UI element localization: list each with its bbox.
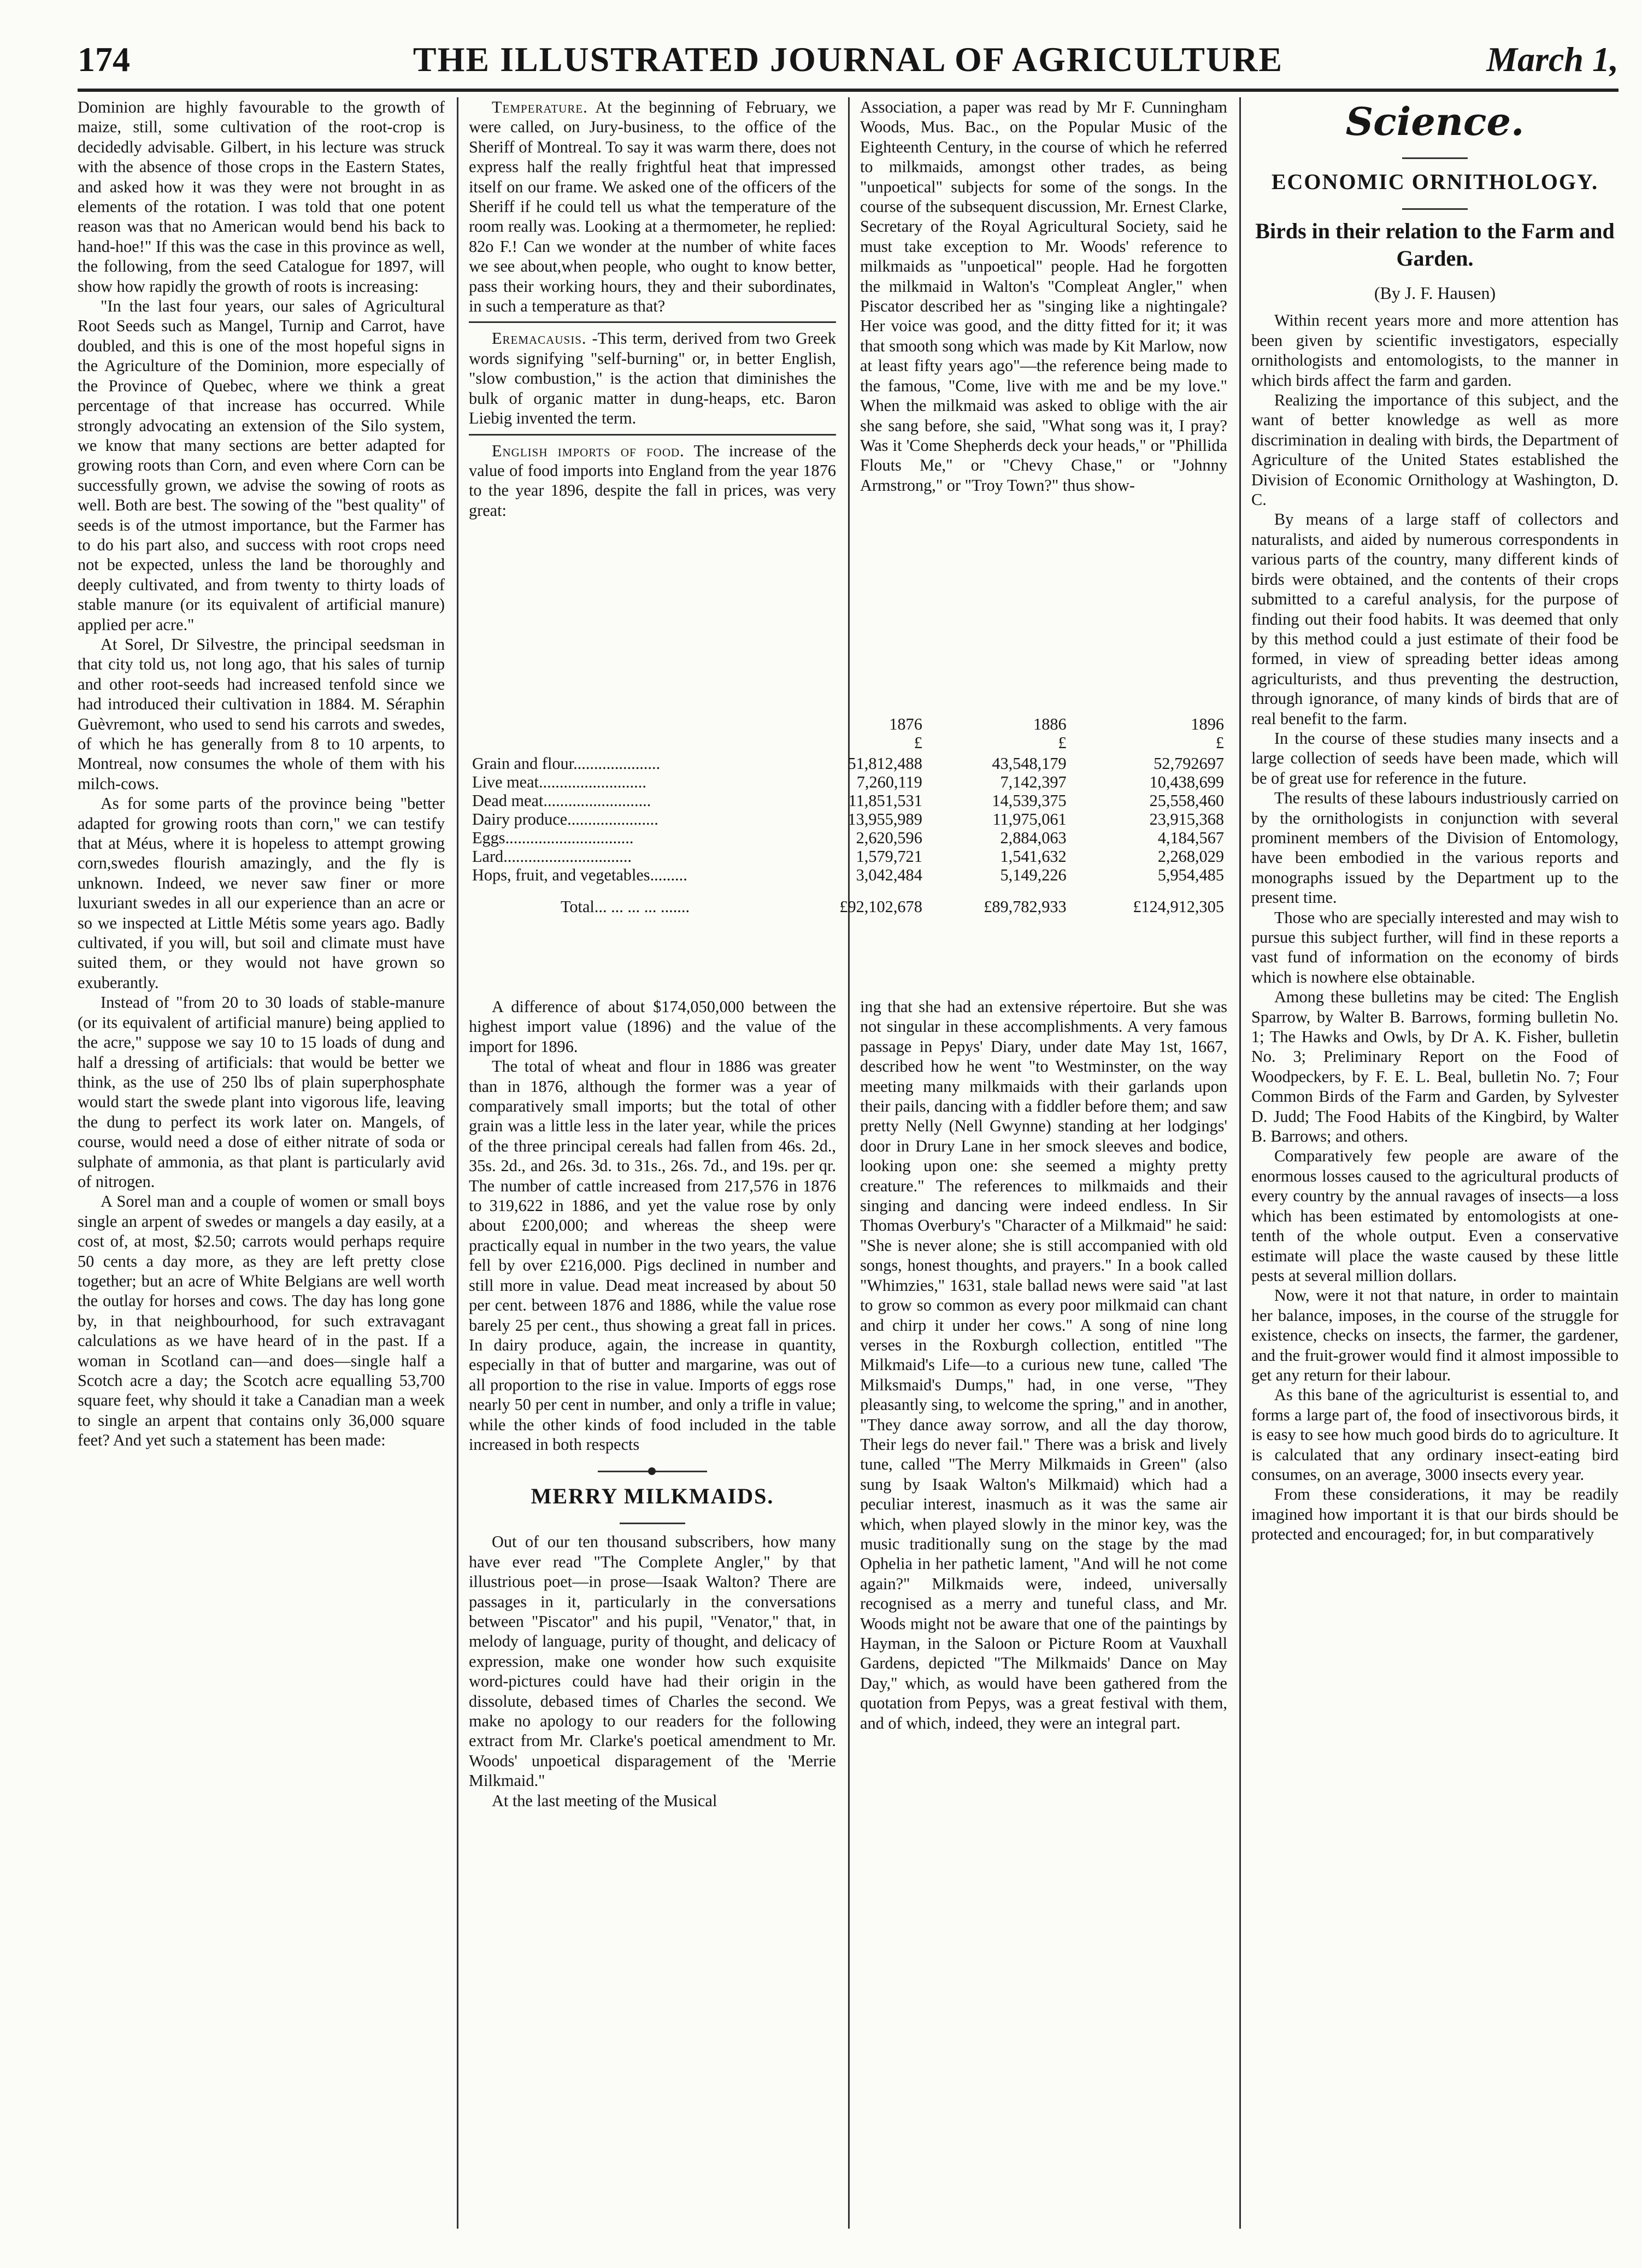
divider xyxy=(469,321,836,323)
divider xyxy=(1402,208,1468,210)
paragraph: At Sorel, Dr Silvestre, the principal seedsman in that city told us, not long ago, that his sales of turnip and other root-seeds had increased tenfold since we had introduced their cultivation in 1884. M. Séraphin Guèvremont, who used to send his carrots and swedes, of which he has generally from 8 to 10 arpents, to Montreal, now consumes the whole of them with his milch-cows. xyxy=(78,634,445,793)
milkmaids-title: MERRY MILKMAIDS. xyxy=(531,1484,774,1509)
paragraph: Association, a paper was read by Mr F. Cunningham Woods, Mus. Bac., on the Popular Music of the Eighteenth Century, in the course of which he referred to milkmaids, amongst other trades, as being "unpoetical" subjects for some of the songs. In the course of the subsequent discussion, Mr. Ernest Clarke, Secretary of the Royal Agricultural Society, said he must take exception to Mr. Woods' reference to milkmaids as "unpoetical" people. Had he forgotten the milkmaid in Walton's "Compleat Angler," when Piscator described her as "singing like a nightingale? Her voice was good, and the ditty fitted for it; it was that smooth song which was made by Kit Marlow, now at least fifty years ago"—the reference being made to the famous, "Come, live with me and be my love." When the milkmaid was asked to oblige with the air she sang before, she said, "What song was it, I pray? Was it 'Come Shepherds deck your heads," or "Phillida Flouts Me," or "Chevy Chase," or "Johnny Armstrong," or "Troy Town?" thus show- xyxy=(860,98,1227,495)
unit-label: £ xyxy=(1058,733,1067,752)
paragraph: From these considerations, it may be readily imagined how important it is that our birds should be protected and encouraged; for, in but comparatively xyxy=(1251,1485,1619,1544)
paragraph: Realizing the importance of this subject, and the want of better knowledge as well as more discrimination in dealing with birds, the Department of Agriculture of the United States established the Division of Economic Ornithology at Washington, D. C. xyxy=(1251,391,1619,509)
paragraph: By means of a large staff of collectors and naturalists, and aided by numerous correspondents in various parts of the country, many different kinds of birds were obtained, and the contents of their crops submitted to a careful analysis, for the purpose of finding out their food habits. It was deemed that only by this method could a just estimate of their food be formed, in view of spreading better ideas among agriculturists, and thus preventing the destruction, through ignorance, of many kinds of birds that are of real benefit to the farm. xyxy=(1251,510,1619,728)
section-title: Science. xyxy=(1345,99,1525,144)
paragraph: ing that she had an extensive répertoire. But she was not singular in these accomplishments. A very famous passage in Pepys' Diary, under date May 1st, 1667, described how he went "to Westminster, on the way meeting many milkmaids with their garlands upon their pails, dancing with a fiddler before them; and saw pretty Nelly (Nell Gwynne) standing at her lodgings' door in Drury Lane in her smock sleeves and bodice, looking upon one: she seemed a mighty pretty creature." The references to milkmaids and their singing and dancing were indeed endless. In Sir Thomas Overbury's "Character of a Milkmaid" he said: "She is never alone; she is still accompanied with old songs, honest thoughts, and prayers." In a book called "Whimzies," 1631, stale ballad news were said "at last to grow so common as every poor milkmaid can chant and chirp it under her cows." A song of nine long verses in the Roxburgh collection, entitled "The Milkmaid's Life—to a curious new tune, called 'The Milksmaid's Dumps," had, in one verse, "They pleasantly sing, to welcome the spring," and in another, "They dance away sorrow, and all the day thorow, Their legs do never fail." There was a brisk and lively tune, called "The Merry Milkmaids in Green" (also sung by Isaak Walton's Milkmaid) which had a peculiar interest, inasmuch as it was the same air which, when played slowly in the minor key, was the music traditionally sung on the stage by the mad Ophelia in her pathetic lament, "And will he not come again?" Milkmaids were, indeed, universally recognised as a merry and tuneful class, and Mr. Woods might not be aware that one of the paintings by Hayman, in the Saloon or Picture Room at Vauxhall Gardens, depicted "The Milkmaids' Dance on May Day," which, as would have been gathered from the quotation from Pepys, was a great festival with them, and of which, indeed, they were an integral part. xyxy=(860,997,1227,1732)
paragraph: The total of wheat and flour in 1886 was greater than in 1876, although the former was a year of comparatively small imports; but the total of other grain was a little less in the later year, while the prices of the three principal cereals had fallen from 46s. 2d., 35s. 2d., and 26s. 3d. to 31s., 26s. 7d., and 19s. per qr. The number of cattle increased from 217,576 in 1876 to 319,622 in 1886, and yet the value rose by only about £200,000; and whereas the sheep were practically equal in number in the two years, the value fell by over £216,000. Pigs declined in number and still more in value. Dead meat increased by about 50 per cent. between 1876 and 1886, while the value rose barely 25 per cent., thus showing a great fall in prices. In dairy produce, again, the increase in quantity, especially in that of butter and margarine, was out of all proportion to the rise in value. Imports of eggs rose nearly 50 per cent in number, and only a trifle in value; while the other kinds of food included in the table increased in both respects xyxy=(469,1057,836,1454)
column-4 xyxy=(1251,97,1619,2229)
column-2-top xyxy=(469,97,836,712)
divider xyxy=(620,1523,685,1524)
year-header: 1886 xyxy=(1033,715,1067,733)
table-row: Grain and flour..................... 51,812,488 43,548,179 52,792697 xyxy=(472,754,1224,773)
imports-text: The increase of the value of food imports into England from the year 1876 to the year 1896, despite the fall in prices, was very great: xyxy=(469,441,836,520)
temperature-article xyxy=(469,97,836,316)
divider xyxy=(469,434,836,436)
column-rule xyxy=(848,97,850,2229)
unit-label: £ xyxy=(1215,733,1224,752)
paragraph: Now, were it not that nature, in order to maintain her balance, imposes, in the course of the struggle for existence, checks on insects, the farmer, the gardener, and the fruit-grower would find it almost impossible to get any return for their labour. xyxy=(1251,1286,1619,1384)
eremacausis-heading: Eremacausis. xyxy=(492,329,587,348)
table-row: Hops, fruit, and vegetables......... 3,042,484 5,149,226 5,954,485 xyxy=(472,866,1224,884)
eremacausis-text: -This term, derived from two Greek words signifying "self-burning" or, in better English, "slow combustion," is the action that diminishes the bulk of organic matter in dung-heaps, etc. Baron Liebig invented the term. xyxy=(469,329,836,428)
table-row: Lard............................... 1,579,721 1,541,632 2,268,029 xyxy=(472,847,1224,866)
paragraph: A Sorel man and a couple of women or small boys single an arpent of swedes or mangels a day easily, at a cost of, at most, $2.50; carrots would perhaps require 50 cents a day more, as they are left pretty close together; but an acre of White Belgians are well worth the outlay for horses and cows. The day has long gone by, in that neighbourhood, for such extravagant calculations as we have heard of in the past. If a woman in Scotland can—and does—single half a Scotch acre a day; the Scotch acre equalling 53,700 square feet, why should it take a Canadian man a week to single an arpent that contains only 36,000 square feet? And yet such a statement has been made: xyxy=(78,1192,445,1450)
page-header xyxy=(78,38,1619,92)
food-imports-table xyxy=(469,715,1227,916)
paragraph: The results of these labours industriously carried on by the ornithologists in conjunction with several prominent members of the Division of Entomology, have been embodied in the various reports and monographs issued by the Department up to the present time. xyxy=(1251,789,1619,907)
table-total-row: Total... ... ... ... ....... £92,102,678 £89,782,933 £124,912,305 xyxy=(560,897,1224,916)
column-2-bottom xyxy=(469,997,836,2229)
paragraph: Within recent years more and more attention has been given by scientific investigators, especially ornithologists and entomologists, to the manner in which birds affect the farm and garden. xyxy=(1251,311,1619,390)
column-rule xyxy=(457,97,458,2229)
paragraph: As for some parts of the province being "better adapted for growing roots than corn," we can testify that at Méus, where it is hopeless to attempt growing corn,swedes flourish amazingly, and the fly is unknown. Indeed, we never saw finer or more luxuriant swedes in all our experience than an acre or so we inspected at Little Métis some years ago. Badly cultivated, if you will, but soil and climate must have suited them, or they would not have grown so exuberantly. xyxy=(78,794,445,992)
paragraph: Among these bulletins may be cited: The English Sparrow, by Walter B. Barrows, forming bulletin No. 1; The Hawks and Owls, by Dr A. K. Fisher, bulletin No. 3; Preliminary Report on the Food of Woodpeckers, by F. E. L. Beal, bulletin No. 7; Four Common Birds of the Farm and Garden, by Sylvester D. Judd; The Food Habits of the Kingbird, by Walter B. Barrows; and others. xyxy=(1251,988,1619,1146)
paragraph: In the course of these studies many insects and a large collection of seeds have been made, which will be of great use for reference in the future. xyxy=(1251,728,1619,788)
issue-date: March 1, xyxy=(1486,40,1619,79)
ornament-divider xyxy=(598,1471,707,1472)
column-3-bottom xyxy=(860,997,1227,2229)
article-title: ECONOMIC ORNITHOLOGY. xyxy=(1271,169,1599,194)
paragraph: As this bane of the agriculturist is essential to, and forms a large part of, the food of insectivorous birds, it is easy to see how much good birds do to agriculture. It is calculated that any ordinary insect-eating bird consumes, on an average, 3000 insects every year. xyxy=(1251,1385,1619,1484)
paragraph: Instead of "from 20 to 30 loads of stable-manure (or its equivalent of artificial manure) being applied to the acre," suppose we say 10 to 15 loads of dung and half a dressing of artificials: that would be better we think, as the use of 250 lbs of plain superphosphate would start the swede plant into vigorous life, leaving the dung to perfect its work later on. Mangels, of course, would need a dose of either nitrate of soda or sulphate of ammonia, as that plant is particularly avid of nitrogen. xyxy=(78,993,445,1191)
divider xyxy=(1402,157,1468,159)
table-row: Dairy produce...................... 13,955,989 11,975,061 23,915,368 xyxy=(472,810,1224,829)
article-subtitle: Birds in their relation to the Farm and Garden. xyxy=(1255,219,1615,271)
paragraph: At the last meeting of the Musical xyxy=(492,1791,717,1810)
temperature-text: At the beginning of February, we were called, on Jury-business, to the office of the Sheriff of Montreal. To say it was warm there, does not express half the really frightful heat that impressed itself on our frame. We asked one of the officers of the Sheriff if he could tell us what the temperature of the room really was. Looking at a thermometer, he replied: 82o F.! Can we wonder at the number of white faces we see about,when people, who ought to know better, pass their working hours, they and their subordinates, in such a temperature as that? xyxy=(469,98,836,316)
column-rule xyxy=(1239,97,1241,2229)
unit-label: £ xyxy=(914,733,922,752)
page-number: 174 xyxy=(78,40,130,79)
year-header: 1896 xyxy=(1191,715,1224,733)
paragraph: Out of our ten thousand subscribers, how many have ever read "The Complete Angler," by that illustrious poet—in prose—Isaak Walton? There are passages in it, particularly in the conversations between "Piscator" and his pupil, "Venator," that, in melody of language, purity of thought, and delicacy of expression, make one wonder how such exquisite word-pictures could have had their origin in the dissolute, debased times of Charles the second. We make no apology to our readers for the following extract from Mr. Clarke's poetical amendment to Mr. Woods' unpoetical disparagement of the 'Merrie Milkmaid." xyxy=(469,1532,836,1790)
imports-heading: English imports of food. xyxy=(492,441,685,460)
paragraph: Comparatively few people are aware of the enormous losses caused to the agricultural products of every country by the annual ravages of insects—a loss which has been estimated by entomologists at one-tenth of the whole output. Even a conservative estimate will place the waste caused by these little pests at several million dollars. xyxy=(1251,1147,1619,1285)
byline: (By J. F. Hausen) xyxy=(1374,283,1496,303)
paragraph: Dominion are highly favourable to the growth of maize, still, some cultivation of the root-crop is decidedly advisable. Gilbert, in his lecture was struck with the absence of those crops in the Eastern States, and asked how it was they were not brought in as elements of the rotation. I was told that one potent reason was that no American would bend his back to hand-hoe!" If this was the case in this province as well, the following, from the seed Catalogue for 1897, will show how rapidly the growth of roots is increasing: xyxy=(78,98,445,296)
temperature-heading: Temperature. xyxy=(492,98,588,116)
imports-article xyxy=(469,441,836,521)
table-row: Live meat.......................... 7,260,119 7,142,397 10,438,699 xyxy=(472,773,1224,791)
table-row: Eggs............................... 2,620,596 2,884,063 4,184,567 xyxy=(472,829,1224,847)
journal-title: THE ILLUSTRATED JOURNAL OF AGRICULTURE xyxy=(413,40,1284,79)
paragraph: A difference of about $174,050,000 between the highest import value (1896) and the value of the import for 1896. xyxy=(469,997,836,1056)
table-row: Dead meat.......................... 11,851,531 14,539,375 25,558,460 xyxy=(472,791,1224,810)
year-header: 1876 xyxy=(889,715,922,733)
column-3-top xyxy=(860,97,1227,712)
paragraph: "In the last four years, our sales of Agricultural Root Seeds such as Mangel, Turnip and Carrot, have doubled, and this is one of the most hopeful signs in the Agriculture of the Dominion, more especially of the Province of Quebec, where we think a great percentage of that increase has occurred. While strongly advocating an extension of the Silo system, we know that many sections are better adapted for growing roots than Corn, and even where Corn can be successfully grown, we advise the sowing of roots as well. Both are best. The sowing of the "best quality" of seeds is of the utmost importance, but the Farmer has to do his part also, and success with root crops need not be expected, unless the land be thoroughly and deeply cultivated, and from twenty to thirty loads of stable manure (or its equivalent of artificial manure) applied per acre." xyxy=(78,297,445,634)
column-1 xyxy=(78,97,445,2229)
paragraph: Those who are specially interested and may wish to pursue this subject further, will find in these reports a vast fund of information on the economy of birds which is nowhere else obtainable. xyxy=(1251,908,1619,986)
eremacausis-article xyxy=(469,328,836,428)
